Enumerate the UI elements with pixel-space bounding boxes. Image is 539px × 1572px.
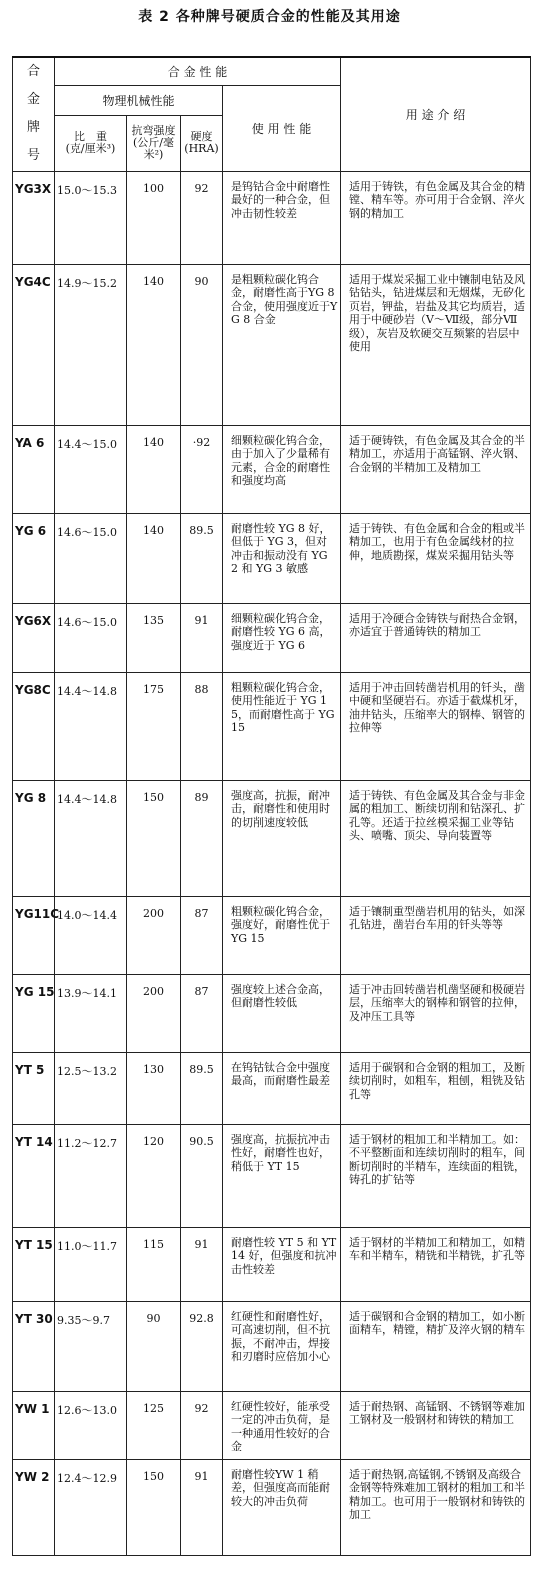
hardness-cell: 89 (181, 780, 223, 896)
application-cell: 适用于铸铁，有色金属及其合金的精镗、精车等。亦可用于合金钢、淬火钢的精加工 (341, 171, 531, 264)
density-cell: 11.0～11.7 (55, 1227, 127, 1301)
strength-cell: 140 (127, 425, 181, 513)
strength-cell: 115 (127, 1227, 181, 1301)
application-cell: 适于钢材的粗加工和半精加工。如：不平整断面和连续切削时的粗车，间断切削时的半精车，连续面的粗铣，铸孔的扩钻等 (341, 1124, 531, 1227)
application-cell: 适于冲击回转凿岩机凿坚硬和极硬岩层，压缩率大的钢棒和钢管的拉伸，及冲压工具等 (341, 974, 531, 1052)
hardness-unit: (HRA) (184, 142, 219, 155)
grade-cell: YG3X (13, 171, 55, 264)
hardness-cell: ·92 (181, 425, 223, 513)
hardness-cell: 92 (181, 1391, 223, 1459)
hardness-cell: 91 (181, 603, 223, 672)
strength-cell: 135 (127, 603, 181, 672)
application-cell: 适于铸铁、有色金属和合金的粗或半精加工，也用于有色金属线材的拉伸，地质勘探，煤炭采掘用钻头等 (341, 513, 531, 603)
grade-cell: YT 14 (13, 1124, 55, 1227)
table-row (13, 264, 531, 425)
application-cell: 适用于冲击回转凿岩机用的钎头，凿中硬和坚硬岩石。亦适于截煤机牙，油井钻头，压缩率大的钢棒、钢管的拉伸等 (341, 672, 531, 780)
table-row (13, 513, 531, 603)
strength-cell: 140 (127, 513, 181, 603)
hardness-cell: 90 (181, 264, 223, 425)
density-unit: (克/厘米³) (65, 142, 116, 155)
application-cell: 适于镶制重型凿岩机用的钻头，如深孔钻进，凿岩台车用的钎头等等 (341, 896, 531, 974)
bending-strength-unit: (公斤/毫米²) (133, 136, 174, 161)
table-row (13, 780, 531, 896)
grade-cell: YG 6 (13, 513, 55, 603)
hardness-cell: 90.5 (181, 1124, 223, 1227)
table-row (13, 1124, 531, 1227)
density-cell: 14.6～15.0 (55, 603, 127, 672)
performance-cell: 细颗粒碳化钨合金，由于加入了少量稀有元素，合金的耐磨性和强度均高 (223, 425, 341, 513)
application-cell: 适于硬铸铁，有色金属及其合金的半精加工，亦适用于高锰钢、淬火钢、合金钢的半精加工及精加工 (341, 425, 531, 513)
performance-cell: 细颗粒碳化钨合金，耐磨性较 YG 6 高，强度近于 YG 6 (223, 603, 341, 672)
density-header (55, 115, 127, 171)
density-cell: 14.4～14.8 (55, 672, 127, 780)
performance-cell: 红硬性和耐磨性好，可高速切削，但不抗振，不耐冲击，焊接和刃磨时应倍加小心 (223, 1301, 341, 1391)
hardness-label: 硬度 (190, 130, 213, 143)
physical-mechanical-header: 物理机械性能 (55, 85, 223, 115)
performance-cell: 耐磨性较 YT 5 和 YT 14 好，但强度和抗冲击性较差 (223, 1227, 341, 1301)
table-row (13, 896, 531, 974)
grade-cell: YG 15 (13, 974, 55, 1052)
density-cell: 15.0～15.3 (55, 171, 127, 264)
application-cell: 适用于碳钢和合金钢的粗加工，及断续切削时，如粗车，粗刨，粗铣及钻孔等 (341, 1052, 531, 1124)
application-cell: 适于碳钢和合金钢的精加工，如小断面精车，精镗，精扩及淬火钢的精车 (341, 1301, 531, 1391)
application-cell: 适用于冷硬合金铸铁与耐热合金钢，亦适宜于普通铸铁的精加工 (341, 603, 531, 672)
grade-cell: YG4C (13, 264, 55, 425)
density-cell: 14.9～15.2 (55, 264, 127, 425)
application-cell: 适于耐热钢,高锰钢,不锈钢及高级合金钢等特殊难加工钢材的粗加工和半精加工。也可用于一般钢材和铸铁的加工 (341, 1459, 531, 1555)
grade-cell: YT 30 (13, 1301, 55, 1391)
performance-cell: 强度高，抗振，耐冲击，耐磨性和使用时的切削速度较低 (223, 780, 341, 896)
density-cell: 12.6～13.0 (55, 1391, 127, 1459)
density-cell: 14.4～15.0 (55, 425, 127, 513)
grade-cell: YG 8 (13, 780, 55, 896)
performance-cell: 是钨钴合金中耐磨性最好的一种合金，但冲击韧性较差 (223, 171, 341, 264)
hardness-header (181, 115, 223, 171)
density-cell: 13.9～14.1 (55, 974, 127, 1052)
strength-cell: 90 (127, 1301, 181, 1391)
table-row (13, 672, 531, 780)
grade-cell: YW 1 (13, 1391, 55, 1459)
density-cell: 12.5～13.2 (55, 1052, 127, 1124)
strength-cell: 130 (127, 1052, 181, 1124)
application-cell: 适用于煤炭采掘工业中镶制电钻及风钻钻头，钻进煤层和无烟煤，无矽化页岩，钾盐，岩盐及其它均质岩，适用于中硬砂岩（Ⅴ～Ⅶ级，部分Ⅶ级），灰岩及软硬交互频繁的岩层中使用 (341, 264, 531, 425)
performance-header: 使 用 性 能 (223, 85, 341, 171)
performance-cell: 是粗颗粒碳化钨合金，耐磨性高于YG 8 合金，使用强度近于YG 8 合金 (223, 264, 341, 425)
table-row (13, 1459, 531, 1555)
table-title: 表 2 各种牌号硬质合金的性能及其用途 (138, 9, 401, 25)
density-cell: 11.2～12.7 (55, 1124, 127, 1227)
strength-cell: 175 (127, 672, 181, 780)
table-row (13, 974, 531, 1052)
density-cell: 14.4～14.8 (55, 780, 127, 896)
grade-header-char: 号 (26, 148, 40, 164)
strength-cell: 200 (127, 974, 181, 1052)
grade-cell: YW 2 (13, 1459, 55, 1555)
density-cell: 12.4～12.9 (55, 1459, 127, 1555)
performance-cell: 红硬性较好，能承受一定的冲击负荷，是一种通用性较好的合金 (223, 1391, 341, 1459)
bending-strength-label: 抗弯强度 (131, 124, 176, 137)
hardness-cell: 89.5 (181, 1052, 223, 1124)
grade-header-char: 牌 (26, 120, 40, 136)
strength-cell: 150 (127, 1459, 181, 1555)
strength-cell: 100 (127, 171, 181, 264)
table-row (13, 1301, 531, 1391)
strength-cell: 150 (127, 780, 181, 896)
performance-cell: 耐磨性较 YG 8 好，但低于 YG 3，但对冲击和振动没有 YG 2 和 YG 3 敏感 (223, 513, 341, 603)
alloy-properties-header: 合 金 性 能 (55, 57, 341, 85)
hardness-cell: 91 (181, 1459, 223, 1555)
grade-cell: YG6X (13, 603, 55, 672)
grade-header-char: 合 (26, 64, 40, 80)
grade-cell: YG11C (13, 896, 55, 974)
bending-strength-header (127, 115, 181, 171)
density-cell: 14.6～15.0 (55, 513, 127, 603)
performance-cell: 耐磨性较YW 1 稍差，但强度高而能耐较大的冲击负荷 (223, 1459, 341, 1555)
table-row (13, 603, 531, 672)
hardness-cell: 89.5 (181, 513, 223, 603)
hardness-cell: 87 (181, 896, 223, 974)
hardness-cell: 92 (181, 171, 223, 264)
density-cell: 9.35～9.7 (55, 1301, 127, 1391)
grade-cell: YT 15 (13, 1227, 55, 1301)
performance-cell: 强度较上述合金高，但耐磨性较低 (223, 974, 341, 1052)
table-row (13, 171, 531, 264)
table-row (13, 1052, 531, 1124)
table-row (13, 1391, 531, 1459)
hardness-cell: 92.8 (181, 1301, 223, 1391)
density-label: 比 重 (74, 130, 107, 143)
application-cell: 适于铸铁、有色金属及其合金与非金属的粗加工、断续切削和钻深孔、扩孔等。还适于拉丝模采掘工业等钻头、喷嘴、顶尖、导向装置等 (341, 780, 531, 896)
performance-cell: 粗颗粒碳化钨合金，强度好，耐磨性优于 YG 15 (223, 896, 341, 974)
hardness-cell: 87 (181, 974, 223, 1052)
table-row (13, 1227, 531, 1301)
strength-cell: 200 (127, 896, 181, 974)
strength-cell: 140 (127, 264, 181, 425)
grade-cell: YA 6 (13, 425, 55, 513)
grade-cell: YT 5 (13, 1052, 55, 1124)
hardness-cell: 88 (181, 672, 223, 780)
density-cell: 14.0～14.4 (55, 896, 127, 974)
performance-cell: 强度高，抗振抗冲击性好，耐磨性也好，稍低于 YT 15 (223, 1124, 341, 1227)
application-cell: 适于耐热钢、高锰钢、不锈钢等难加工钢材及一般钢材和铸铁的精加工 (341, 1391, 531, 1459)
table-row (13, 425, 531, 513)
grade-header (13, 57, 55, 171)
carbide-grades-table (12, 56, 531, 1556)
grade-header-char: 金 (26, 92, 40, 108)
performance-cell: 在钨钴钛合金中强度最高，而耐磨性最差 (223, 1052, 341, 1124)
performance-cell: 粗颗粒碳化钨合金，使用性能近于 YG 15，而耐磨性高于 YG 15 (223, 672, 341, 780)
hardness-cell: 91 (181, 1227, 223, 1301)
applications-header: 用 途 介 绍 (341, 57, 531, 171)
grade-cell: YG8C (13, 672, 55, 780)
application-cell: 适于钢材的半精加工和精加工，如精车和半精车，精铣和半精铣，扩孔等 (341, 1227, 531, 1301)
strength-cell: 125 (127, 1391, 181, 1459)
strength-cell: 120 (127, 1124, 181, 1227)
